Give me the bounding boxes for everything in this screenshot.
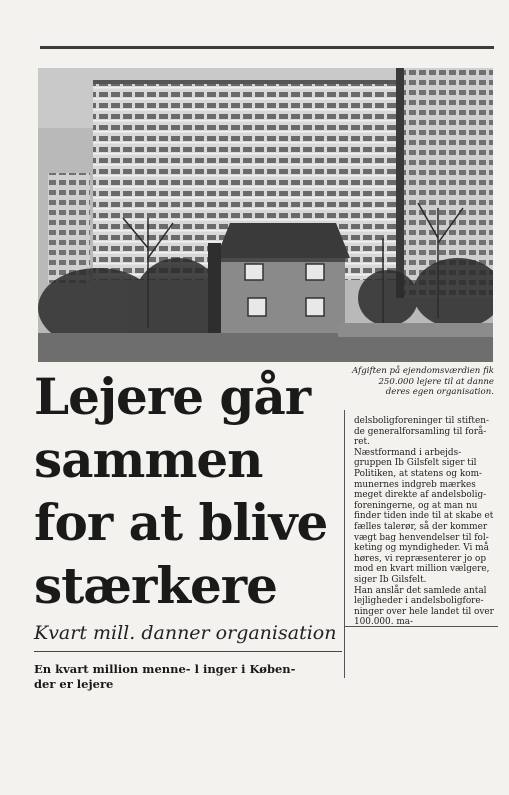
body-line: Politiken, at statens og kom-	[354, 468, 483, 479]
body-line: vægt bag henvendelser til fol-	[354, 532, 489, 543]
headline-line: for at blive	[34, 493, 328, 552]
body-line: keting og myndigheder. Vi må	[354, 543, 489, 554]
body-line: ninger over hele landet til over	[354, 606, 494, 617]
news-photo	[38, 68, 493, 362]
headline	[34, 365, 339, 617]
lead-line: der er lejere	[34, 677, 114, 691]
body-line: Næstformand i arbejds-	[354, 447, 462, 458]
body-line: finder tiden inde til at skabe et	[354, 511, 494, 522]
body-line: de generalforsamling til forå-	[354, 426, 487, 437]
lead-paragraph	[34, 662, 334, 692]
body-line: gruppen Ib Gilsfelt siger til	[354, 458, 477, 469]
body-line: foreningerne, og at man nu	[354, 500, 478, 511]
top-rule	[40, 46, 494, 49]
headline-line: Lejere går	[34, 367, 311, 426]
subheadline: Kvart mill. danner organisation	[34, 622, 337, 644]
body-line: lejligheder i andelsboligfore-	[354, 596, 484, 607]
body-line: høres, vi repræsenterer jo op	[354, 553, 487, 564]
divider	[34, 651, 342, 652]
headline-line: sammen	[34, 430, 263, 489]
lead-line: En kvart million menne- l inger i Køben-	[34, 662, 296, 676]
body-line: munernes indgreb mærkes	[354, 479, 476, 490]
column-divider	[344, 410, 345, 678]
body-line: fælles talerør, så der kommer	[354, 521, 488, 532]
body-line: ret.	[354, 437, 370, 448]
body-line: mod en kvart million vælgere,	[354, 564, 490, 575]
body-line: 100.000. ma-	[354, 617, 414, 628]
body-line: delsboligforeninger til stiften-	[354, 416, 489, 426]
body-line: Han anslår det samlede antal	[354, 585, 487, 596]
body-column	[354, 416, 494, 628]
headline-line: stærkere	[34, 556, 277, 615]
body-line: meget direkte af andelsbolig-	[354, 490, 487, 501]
body-line: siger Ib Gilsfelt.	[354, 574, 427, 585]
photo-caption: Afgiften på ejendomsværdien fik 250.000 lejere til at danne deres egen organisation.	[352, 366, 495, 398]
